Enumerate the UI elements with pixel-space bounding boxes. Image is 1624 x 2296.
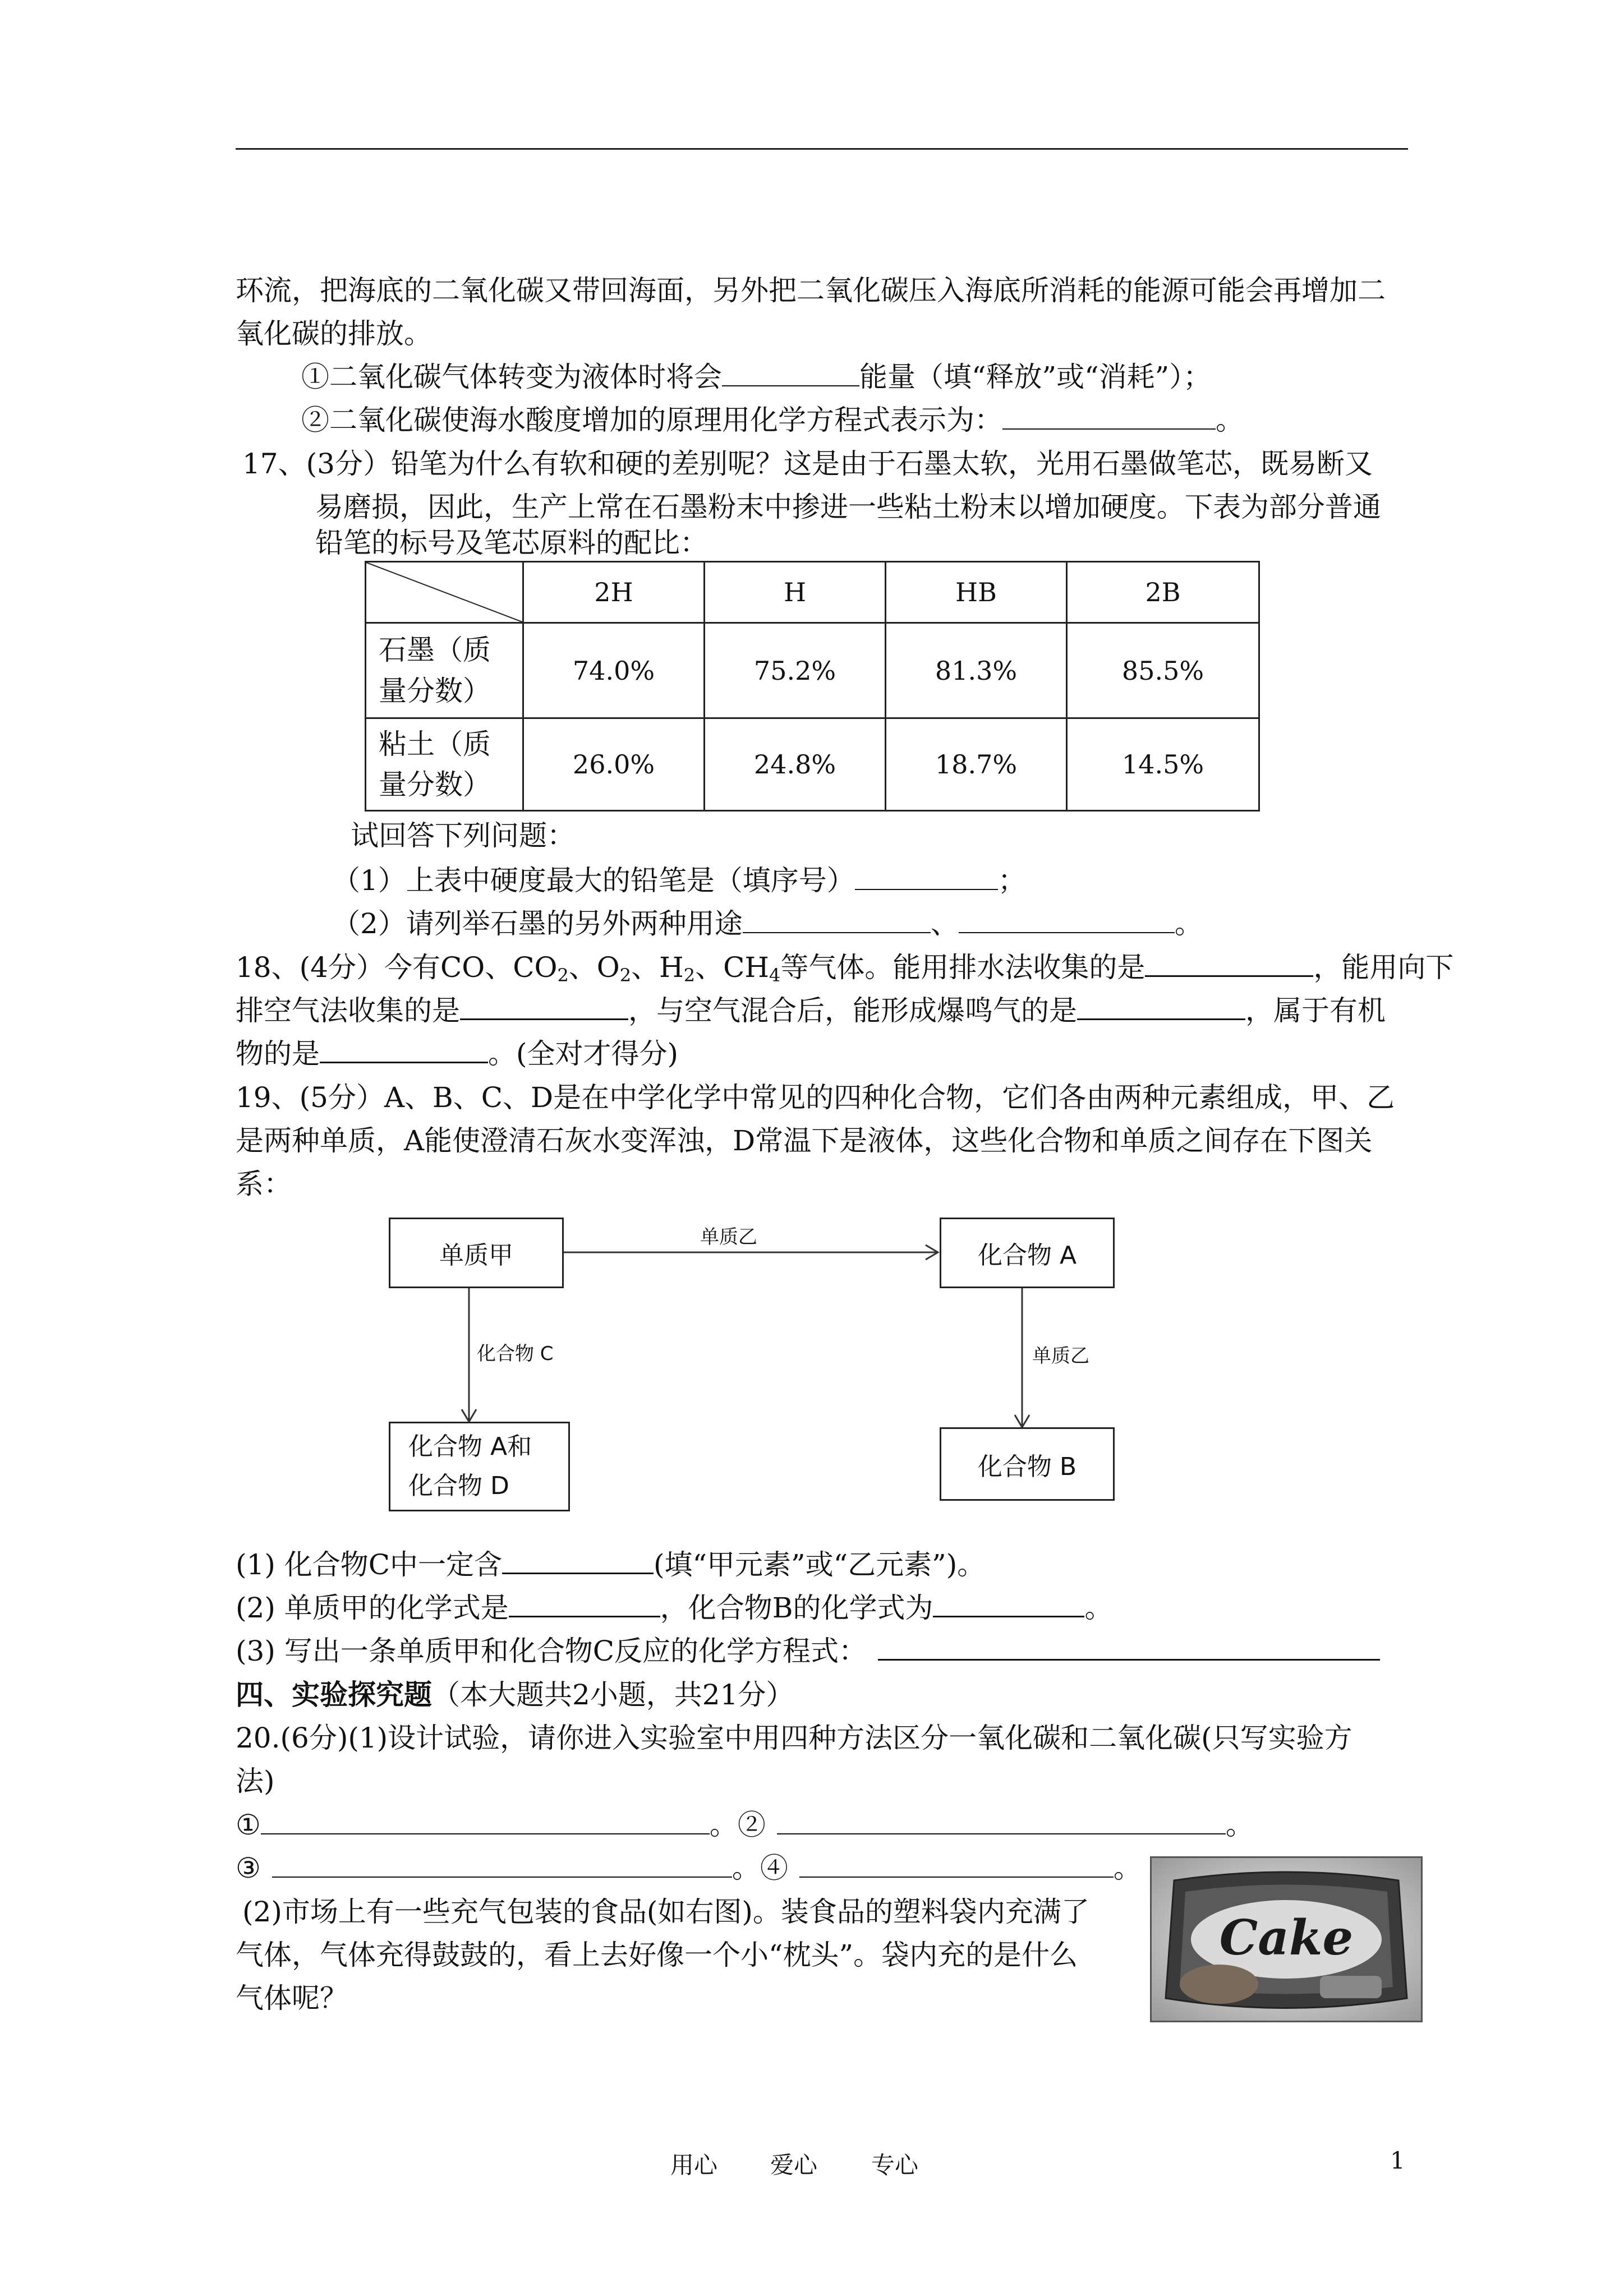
row-label-line: 石墨（质 [379, 634, 491, 666]
q-text: (填“甲元素”或“乙元素”)。 [653, 1548, 986, 1581]
footer-motto-1: 用心 [670, 2151, 718, 2179]
answer-blank[interactable] [777, 1809, 1226, 1834]
table-cell: 18.7% [886, 718, 1067, 811]
answer-blank[interactable] [502, 1548, 654, 1574]
q-text: ，化合物B的化学式为 [660, 1592, 933, 1624]
subscript: 4 [769, 965, 781, 986]
q-text: ，能用向下 [1313, 951, 1454, 984]
q-text: （2）请列举石墨的另外两种用途 [332, 907, 743, 940]
q-text: 、CH [695, 951, 769, 984]
answer-blank[interactable] [799, 1852, 1114, 1878]
edge-label-right: 单质乙 [1032, 1345, 1089, 1367]
col-header: 2B [1067, 562, 1259, 623]
q-text: 。 [1084, 1592, 1113, 1624]
table-cell: 26.0% [523, 718, 705, 811]
q-text: 。 [1225, 1809, 1254, 1841]
q-text: ③ [236, 1852, 261, 1884]
q-text: 。 [1216, 404, 1244, 436]
q-text: 、 [930, 907, 959, 940]
section-title: 四、实验探究题 [236, 1678, 432, 1711]
page-number: 1 [1390, 2147, 1405, 2174]
cake-package-image [1150, 1856, 1423, 2022]
q-text: ④ [760, 1852, 788, 1884]
q19-line-1: 19、(5分）A、B、C、D是在中学化学中常见的四种化合物，它们各由两种元素组成，甲、乙 [236, 1081, 1395, 1114]
q-text: 。 [1174, 907, 1203, 940]
col-header: 2H [523, 562, 705, 623]
q20-line-1: 20.(6分)(1)设计试验，请你进入实验室中用四种方法区分一氧化碳和二氧化碳(只写实验方 [236, 1722, 1352, 1754]
q20-part2-line-2: 气体，气体充得鼓鼓的，看上去好像一个小“枕头”。袋内充的是什么 [236, 1939, 1078, 1971]
q20-part2-line-1: (2)市场上有一些充气包装的食品(如右图)。装食品的塑料袋内充满了 [242, 1896, 1089, 1928]
table-cell: 24.8% [705, 718, 886, 811]
q17-prompt: 试回答下列问题： [351, 819, 575, 852]
box-line: 化合物 D [408, 1472, 509, 1500]
q-text: 、O [568, 951, 620, 984]
row-label-line: 粘土（质 [379, 727, 491, 760]
q-text: 。(全对才得分) [488, 1038, 679, 1070]
table-cell: 14.5% [1067, 718, 1259, 811]
table-cell: 75.2% [705, 623, 886, 718]
section-note: （本大题共2小题，共21分） [432, 1679, 794, 1711]
answer-blank[interactable] [878, 1634, 1380, 1661]
edge-label-top: 单质乙 [700, 1226, 757, 1248]
q20-methods-row-2 [236, 1851, 1142, 1885]
subscript: 2 [683, 965, 696, 986]
q20-part2-line-3: 气体呢？ [236, 1982, 348, 2014]
q19-line-3: 系： [236, 1168, 292, 1200]
section-4-heading [236, 1678, 794, 1712]
box-compound-A-and-D [389, 1422, 570, 1511]
q-text: 。 [732, 1852, 760, 1884]
q-text: (3) 写出一条单质甲和化合物C反应的化学方程式： [236, 1635, 867, 1667]
q19-sub-1 [236, 1548, 985, 1582]
cake-package-picture [1152, 1858, 1421, 2021]
q-text: 18、(4分）今有CO、CO [236, 951, 558, 984]
box-compound-B: 化合物 B [940, 1427, 1115, 1501]
q-text: (2) 单质甲的化学式是 [236, 1592, 509, 1624]
q-text: 物的是 [236, 1038, 320, 1070]
package-label: Cake [1219, 1910, 1354, 1966]
footer-motto-2: 爱心 [770, 2151, 818, 2179]
answer-blank[interactable] [933, 1591, 1084, 1617]
q17-line-3: 铅笔的标号及笔芯原料的配比： [315, 527, 708, 559]
col-header: HB [886, 562, 1067, 623]
edge-label-left: 化合物 C [477, 1343, 554, 1365]
q19-sub-3 [236, 1634, 1380, 1668]
intro-line-1: 环流，把海底的二氧化碳又带回海面，另外把二氧化碳压入海底所消耗的能源可能会再增加二 [236, 274, 1386, 307]
q-text: ② [737, 1809, 766, 1841]
q-text: 排空气法收集的是 [236, 994, 460, 1027]
table-cell: 74.0% [523, 623, 705, 718]
col-header: H [705, 562, 886, 623]
subscript: 2 [557, 965, 569, 986]
q20-methods-row-1 [236, 1808, 1254, 1842]
q-text: 。 [709, 1809, 738, 1841]
q17-line-2: 易磨损，因此，生产上常在石墨粉末中掺进一些粘土粉末以增加硬度。下表为部分普通 [315, 491, 1381, 523]
table-cell: 85.5% [1067, 623, 1259, 718]
q19-line-2: 是两种单质，A能使澄清石灰水变浑浊，D常温下是液体，这些化合物和单质之间存在下图关 [236, 1124, 1373, 1157]
q-text: ②二氧化碳使海水酸度增加的原理用化学方程式表示为： [301, 404, 1002, 436]
box-line: 化合物 A和 [408, 1432, 532, 1461]
subscript: 2 [619, 965, 632, 986]
q-text: ，属于有机 [1245, 994, 1386, 1027]
intro-line-2: 氧化碳的排放。 [236, 317, 432, 350]
row-label-line: 量分数） [379, 674, 491, 707]
q-text: ① [236, 1809, 261, 1841]
q19-sub-2 [236, 1591, 1112, 1625]
q-text: 等气体。能用排水法收集的是 [780, 951, 1145, 984]
q-text: ； [997, 864, 1026, 897]
answer-blank[interactable] [509, 1591, 660, 1617]
q-text: 。 [1113, 1852, 1142, 1884]
table-cell: 81.3% [886, 623, 1067, 718]
box-element-jia: 单质甲 [389, 1218, 564, 1288]
q-text: ①二氧化碳气体转变为液体时将会 [301, 361, 722, 393]
q17-line-1: 17、(3分）铅笔为什么有软和硬的差别呢？这是由于石墨太软，光用石墨做笔芯，既易断又 [242, 448, 1373, 480]
answer-blank[interactable] [272, 1852, 732, 1878]
q20-line-2: 法) [236, 1765, 275, 1797]
footer-motto-3: 专心 [871, 2151, 919, 2179]
q-text: (1) 化合物C中一定含 [236, 1548, 502, 1581]
answer-blank[interactable] [261, 1809, 710, 1834]
row-label-line: 量分数） [379, 768, 491, 801]
box-compound-A: 化合物 A [940, 1218, 1115, 1288]
q-text: （1）上表中硬度最大的铅笔是（填序号） [332, 864, 855, 897]
q-text: 能量（填“释放”或“消耗”）； [859, 361, 1212, 393]
q-text: ，与空气混合后，能形成爆鸣气的是 [628, 994, 1077, 1027]
q-text: 、H [631, 951, 684, 984]
